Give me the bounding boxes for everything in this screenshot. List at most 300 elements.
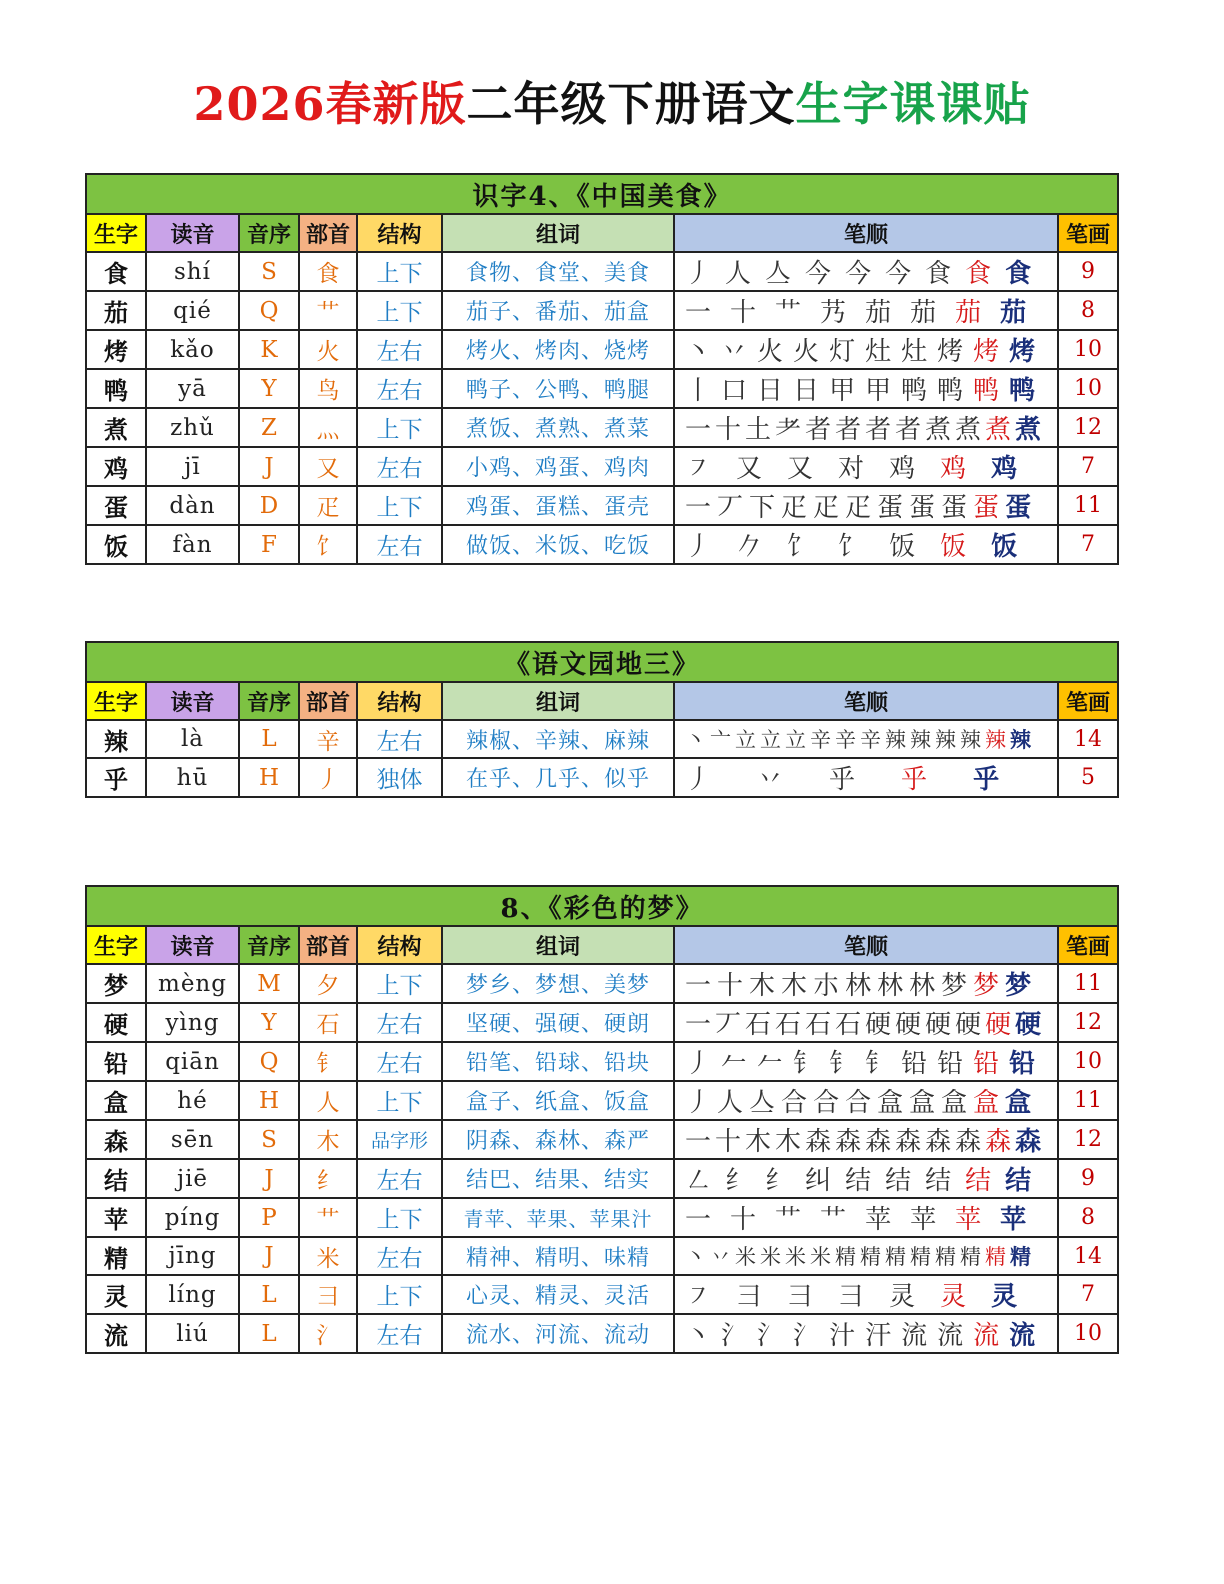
words-cell: 阴森、森林、森严 xyxy=(442,1120,674,1159)
stroke-step: 煮 xyxy=(955,415,982,445)
stroke-step: 丶 xyxy=(685,728,706,752)
stroke-step: 木 xyxy=(781,971,808,1001)
stroke-step: 森 xyxy=(925,1127,952,1157)
stroke-step: 饭 xyxy=(991,532,1018,562)
table-row xyxy=(86,1042,1118,1081)
stroke-step: 烤 xyxy=(1009,337,1036,367)
stroke-step: 一 xyxy=(685,1127,712,1157)
radical-cell: 灬 xyxy=(299,408,357,447)
stroke-step: ㇇ xyxy=(685,454,712,484)
char-cell: 盒 xyxy=(86,1081,146,1120)
stroke-step: 蛋 xyxy=(973,493,1000,523)
order-cell: M xyxy=(239,964,299,1003)
stroke-step: 流 xyxy=(901,1321,928,1351)
order-cell: L xyxy=(239,1314,299,1353)
stroke-step: 食 xyxy=(965,259,992,289)
char-cell: 硬 xyxy=(86,1003,146,1042)
stroke-step: 辣 xyxy=(1010,727,1031,752)
structure-cell: 左右 xyxy=(357,369,442,408)
pinyin-cell: yìng xyxy=(146,1003,239,1042)
stroke-step: 者 xyxy=(805,415,832,445)
pinyin-cell: mèng xyxy=(146,964,239,1003)
header-structure: 结构 xyxy=(357,214,442,252)
structure-cell: 左右 xyxy=(357,1042,442,1081)
words-cell: 流水、河流、流动 xyxy=(442,1314,674,1353)
stroke-step: 乎 xyxy=(973,765,1000,795)
stroke-step: 米 xyxy=(735,1245,756,1269)
stroke-step: 𠂉 xyxy=(757,1049,784,1079)
header-radical: 部首 xyxy=(299,682,357,720)
stroke-step: 丷 xyxy=(710,1245,731,1269)
stroke-order-cell xyxy=(674,330,1058,369)
char-cell: 茄 xyxy=(86,291,146,330)
header-char: 生字 xyxy=(86,682,146,720)
order-cell: H xyxy=(239,1081,299,1120)
radical-cell: 疋 xyxy=(299,486,357,525)
stroke-step: 辣 xyxy=(985,728,1006,752)
stroke-order-cell xyxy=(674,1314,1058,1353)
stroke-step: 钅 xyxy=(865,1049,892,1079)
stroke-order-cell xyxy=(674,964,1058,1003)
table-row xyxy=(86,1275,1118,1314)
stroke-step: 茄 xyxy=(910,298,937,328)
stroke-step: 十 xyxy=(717,971,744,1001)
stroke-step: 灶 xyxy=(865,337,892,367)
stroke-step: 森 xyxy=(835,1127,862,1157)
header-order: 音序 xyxy=(239,214,299,252)
order-cell: P xyxy=(239,1198,299,1237)
stroke-step: 结 xyxy=(845,1166,872,1196)
structure-cell: 上下 xyxy=(357,1081,442,1120)
table-row xyxy=(86,1081,1118,1120)
stroke-step: 𠂊 xyxy=(736,532,763,562)
header-strokes: 笔顺 xyxy=(674,682,1058,720)
stroke-step: 者 xyxy=(895,415,922,445)
stroke-step: 丿 xyxy=(685,1088,712,1118)
stroke-step: 盒 xyxy=(973,1088,1000,1118)
stroke-step: 今 xyxy=(885,259,912,289)
pinyin-cell: jī xyxy=(146,447,239,486)
char-cell: 鸭 xyxy=(86,369,146,408)
pinyin-cell: shí xyxy=(146,252,239,291)
stroke-step: 茄 xyxy=(865,298,892,328)
stroke-step: 一 xyxy=(685,493,712,523)
order-cell: J xyxy=(239,447,299,486)
table-row xyxy=(86,369,1118,408)
header-structure: 结构 xyxy=(357,926,442,964)
stroke-step: 火 xyxy=(757,337,784,367)
stroke-step: 梦 xyxy=(973,971,1000,1001)
stroke-step: 石 xyxy=(835,1010,862,1040)
stroke-step: 硬 xyxy=(1015,1010,1042,1040)
stroke-step: 者 xyxy=(865,415,892,445)
char-cell: 精 xyxy=(86,1237,146,1275)
stroke-count-cell: 7 xyxy=(1058,447,1118,486)
table-row xyxy=(86,1198,1118,1237)
stroke-step: 又 xyxy=(736,454,763,484)
stroke-step: 氵 xyxy=(721,1321,748,1351)
stroke-count-cell: 10 xyxy=(1058,1042,1118,1081)
stroke-step: 鸭 xyxy=(901,376,928,406)
stroke-step: 精 xyxy=(910,1245,931,1269)
stroke-step: 鸭 xyxy=(1009,376,1036,406)
stroke-step: 结 xyxy=(1005,1166,1032,1196)
header-pinyin: 读音 xyxy=(146,214,239,252)
stroke-order-cell xyxy=(674,525,1058,564)
pinyin-cell: liú xyxy=(146,1314,239,1353)
stroke-step: 米 xyxy=(760,1245,781,1269)
words-cell: 辣椒、辛辣、麻辣 xyxy=(442,720,674,758)
stroke-step: 蛋 xyxy=(941,493,968,523)
stroke-step: 森 xyxy=(1015,1127,1042,1157)
pinyin-cell: fàn xyxy=(146,525,239,564)
header-pinyin: 读音 xyxy=(146,682,239,720)
char-cell: 灵 xyxy=(86,1275,146,1314)
stroke-step: 蛋 xyxy=(1005,493,1032,523)
order-cell: Y xyxy=(239,369,299,408)
stroke-step: 疋 xyxy=(813,493,840,523)
words-cell: 小鸡、鸡蛋、鸡肉 xyxy=(442,447,674,486)
stroke-step: 精 xyxy=(835,1245,856,1269)
stroke-order-cell xyxy=(674,447,1058,486)
stroke-step: 木 xyxy=(749,971,776,1001)
stroke-order-cell xyxy=(674,408,1058,447)
stroke-order-cell xyxy=(674,1159,1058,1198)
structure-cell: 左右 xyxy=(357,1314,442,1353)
order-cell: J xyxy=(239,1237,299,1275)
stroke-count-cell: 10 xyxy=(1058,369,1118,408)
order-cell: Q xyxy=(239,291,299,330)
stroke-step: 艹 xyxy=(775,298,802,328)
structure-cell: 左右 xyxy=(357,720,442,758)
stroke-step: 立 xyxy=(735,728,756,752)
order-cell: J xyxy=(239,1159,299,1198)
char-cell: 蛋 xyxy=(86,486,146,525)
words-cell: 茄子、番茄、茄盒 xyxy=(442,291,674,330)
radical-cell: 纟 xyxy=(299,1159,357,1198)
stroke-count-cell: 5 xyxy=(1058,758,1118,797)
stroke-step: 对 xyxy=(838,454,865,484)
stroke-step: 盒 xyxy=(909,1088,936,1118)
stroke-step: 丶 xyxy=(685,337,712,367)
stroke-step: 硬 xyxy=(865,1010,892,1040)
pinyin-cell: hū xyxy=(146,758,239,797)
stroke-step: 艹 xyxy=(775,1205,802,1235)
stroke-step: 亠 xyxy=(710,728,731,752)
stroke-step: 饭 xyxy=(889,532,916,562)
stroke-step: 纟 xyxy=(725,1166,752,1196)
radical-cell: 辛 xyxy=(299,720,357,758)
stroke-order-cell xyxy=(674,1237,1058,1275)
stroke-step: 汗 xyxy=(865,1321,892,1351)
char-cell: 苹 xyxy=(86,1198,146,1237)
stroke-step: 米 xyxy=(810,1245,831,1269)
stroke-step: 森 xyxy=(985,1127,1012,1157)
stroke-step: 精 xyxy=(985,1245,1006,1269)
char-cell: 流 xyxy=(86,1314,146,1353)
stroke-step: 丆 xyxy=(717,493,744,523)
stroke-order-cell xyxy=(674,486,1058,525)
stroke-step: 丷 xyxy=(757,765,784,795)
stroke-step: 一 xyxy=(685,415,712,445)
stroke-count-cell: 12 xyxy=(1058,1120,1118,1159)
stroke-step: 铅 xyxy=(901,1049,928,1079)
radical-cell: 彐 xyxy=(299,1275,357,1314)
stroke-step: 森 xyxy=(955,1127,982,1157)
structure-cell: 上下 xyxy=(357,964,442,1003)
radical-cell: 夕 xyxy=(299,964,357,1003)
table-row xyxy=(86,1003,1118,1042)
stroke-step: 盒 xyxy=(1005,1088,1032,1118)
structure-cell: 左右 xyxy=(357,525,442,564)
stroke-step: 林 xyxy=(877,971,904,1001)
stroke-step: 丶 xyxy=(685,1321,712,1351)
char-cell: 辣 xyxy=(86,720,146,758)
stroke-step: 辛 xyxy=(835,728,856,752)
table-row xyxy=(86,720,1118,758)
header-count: 笔画 xyxy=(1058,214,1118,252)
stroke-step: 林 xyxy=(909,971,936,1001)
stroke-count-cell: 9 xyxy=(1058,252,1118,291)
stroke-step: 林 xyxy=(845,971,872,1001)
stroke-step: 彐 xyxy=(838,1282,865,1312)
stroke-step: 茄 xyxy=(1000,298,1027,328)
order-cell: K xyxy=(239,330,299,369)
stroke-step: 丿 xyxy=(685,1049,712,1079)
stroke-step: 丿 xyxy=(685,259,712,289)
pinyin-cell: qiān xyxy=(146,1042,239,1081)
stroke-step: 辛 xyxy=(810,728,831,752)
header-structure: 结构 xyxy=(357,682,442,720)
page-title xyxy=(0,68,1224,134)
stroke-step: 一 xyxy=(685,1010,712,1040)
pinyin-cell: qié xyxy=(146,291,239,330)
stroke-step: 丷 xyxy=(721,337,748,367)
stroke-step: 蛋 xyxy=(909,493,936,523)
stroke-step: 精 xyxy=(1010,1244,1031,1269)
stroke-step: 鸡 xyxy=(940,454,967,484)
header-count: 笔画 xyxy=(1058,926,1118,964)
radical-cell: 艹 xyxy=(299,1198,357,1237)
stroke-step: 氵 xyxy=(757,1321,784,1351)
order-cell: D xyxy=(239,486,299,525)
stroke-step: 盒 xyxy=(877,1088,904,1118)
pinyin-cell: jīng xyxy=(146,1237,239,1275)
stroke-step: 鸭 xyxy=(937,376,964,406)
stroke-count-cell: 7 xyxy=(1058,525,1118,564)
stroke-step: 铅 xyxy=(1009,1049,1036,1079)
stroke-count-cell: 10 xyxy=(1058,1314,1118,1353)
char-cell: 烤 xyxy=(86,330,146,369)
stroke-step: 者 xyxy=(835,415,862,445)
stroke-step: 辛 xyxy=(860,728,881,752)
stroke-count-cell: 11 xyxy=(1058,964,1118,1003)
pinyin-cell: là xyxy=(146,720,239,758)
stroke-step: 人 xyxy=(717,1088,744,1118)
stroke-step: 钅 xyxy=(793,1049,820,1079)
stroke-order-cell xyxy=(674,291,1058,330)
stroke-step: 丿 xyxy=(685,532,712,562)
order-cell: Z xyxy=(239,408,299,447)
stroke-step: 辣 xyxy=(910,728,931,752)
structure-cell: 左右 xyxy=(357,1159,442,1198)
words-cell: 烤火、烤肉、烧烤 xyxy=(442,330,674,369)
section-caption: 《语文园地三》 xyxy=(86,642,1118,682)
radical-cell: 鸟 xyxy=(299,369,357,408)
stroke-step: 亼 xyxy=(749,1088,776,1118)
words-cell: 煮饭、煮熟、煮菜 xyxy=(442,408,674,447)
stroke-step: 饭 xyxy=(940,532,967,562)
radical-cell: 又 xyxy=(299,447,357,486)
structure-cell: 上下 xyxy=(357,291,442,330)
stroke-step: 一 xyxy=(685,298,712,328)
stroke-step: 今 xyxy=(805,259,832,289)
order-cell: Q xyxy=(239,1042,299,1081)
stroke-step: 鸡 xyxy=(991,454,1018,484)
header-words: 组词 xyxy=(442,214,674,252)
radical-cell: 人 xyxy=(299,1081,357,1120)
stroke-step: 合 xyxy=(813,1088,840,1118)
stroke-step: 流 xyxy=(937,1321,964,1351)
lesson-table-chinese-garden-3 xyxy=(85,641,1119,798)
stroke-count-cell: 12 xyxy=(1058,1003,1118,1042)
radical-cell: 火 xyxy=(299,330,357,369)
stroke-step: 盒 xyxy=(941,1088,968,1118)
stroke-step: 𠂉 xyxy=(721,1049,748,1079)
header-strokes: 笔顺 xyxy=(674,214,1058,252)
stroke-step: 煮 xyxy=(1015,415,1042,445)
char-cell: 食 xyxy=(86,252,146,291)
stroke-step: 乎 xyxy=(829,765,856,795)
table-row xyxy=(86,291,1118,330)
stroke-step: 苹 xyxy=(865,1205,892,1235)
stroke-step: 木 xyxy=(745,1127,772,1157)
stroke-count-cell: 11 xyxy=(1058,1081,1118,1120)
pinyin-cell: píng xyxy=(146,1198,239,1237)
char-cell: 结 xyxy=(86,1159,146,1198)
title-part-2: 二年级下册语文 xyxy=(466,77,796,131)
radical-cell: 食 xyxy=(299,252,357,291)
structure-cell: 品字形 xyxy=(357,1120,442,1159)
stroke-order-cell xyxy=(674,1042,1058,1081)
header-char: 生字 xyxy=(86,214,146,252)
stroke-step: 合 xyxy=(845,1088,872,1118)
header-words: 组词 xyxy=(442,682,674,720)
structure-cell: 左右 xyxy=(357,1003,442,1042)
stroke-step: 火 xyxy=(793,337,820,367)
order-cell: H xyxy=(239,758,299,797)
table-row xyxy=(86,1314,1118,1353)
stroke-step: 流 xyxy=(973,1321,1000,1351)
stroke-step: 森 xyxy=(805,1127,832,1157)
stroke-step: 饣 xyxy=(838,532,865,562)
stroke-step: 煮 xyxy=(985,415,1012,445)
stroke-step: 梦 xyxy=(1005,971,1032,1001)
stroke-step: 口 xyxy=(721,376,748,406)
structure-cell: 上下 xyxy=(357,408,442,447)
stroke-step: 苹 xyxy=(955,1205,982,1235)
structure-cell: 上下 xyxy=(357,1275,442,1314)
stroke-step: 立 xyxy=(785,728,806,752)
stroke-step: 森 xyxy=(865,1127,892,1157)
radical-cell: 木 xyxy=(299,1120,357,1159)
lesson-table-colorful-dream xyxy=(85,885,1119,1354)
table-row xyxy=(86,447,1118,486)
lesson-table-chinese-food xyxy=(85,173,1119,565)
stroke-step: 木 xyxy=(775,1127,802,1157)
stroke-order-cell xyxy=(674,369,1058,408)
stroke-step: 饣 xyxy=(787,532,814,562)
radical-cell: 米 xyxy=(299,1237,357,1275)
stroke-order-cell xyxy=(674,252,1058,291)
table-row xyxy=(86,758,1118,797)
structure-cell: 上下 xyxy=(357,486,442,525)
title-part-3: 生字课课贴 xyxy=(795,77,1031,131)
stroke-step: 精 xyxy=(935,1245,956,1269)
stroke-step: 流 xyxy=(1009,1321,1036,1351)
stroke-step: 石 xyxy=(745,1010,772,1040)
structure-cell: 左右 xyxy=(357,330,442,369)
stroke-step: 石 xyxy=(805,1010,832,1040)
stroke-step: 硬 xyxy=(895,1010,922,1040)
stroke-step: 纠 xyxy=(805,1166,832,1196)
stroke-step: 钅 xyxy=(829,1049,856,1079)
char-cell: 鸡 xyxy=(86,447,146,486)
table-row xyxy=(86,486,1118,525)
stroke-step: 苹 xyxy=(1000,1205,1027,1235)
order-cell: Y xyxy=(239,1003,299,1042)
radical-cell: 氵 xyxy=(299,1314,357,1353)
radical-cell: 艹 xyxy=(299,291,357,330)
pinyin-cell: dàn xyxy=(146,486,239,525)
stroke-step: 结 xyxy=(965,1166,992,1196)
stroke-step: 丨 xyxy=(685,376,712,406)
stroke-step: 烤 xyxy=(937,337,964,367)
char-cell: 煮 xyxy=(86,408,146,447)
structure-cell: 上下 xyxy=(357,252,442,291)
stroke-step: 疋 xyxy=(845,493,872,523)
stroke-order-cell xyxy=(674,1120,1058,1159)
stroke-step: 灶 xyxy=(901,337,928,367)
order-cell: S xyxy=(239,1120,299,1159)
stroke-step: 铅 xyxy=(937,1049,964,1079)
stroke-step: 乎 xyxy=(901,765,928,795)
char-cell: 铅 xyxy=(86,1042,146,1081)
structure-cell: 左右 xyxy=(357,447,442,486)
header-radical: 部首 xyxy=(299,214,357,252)
header-order: 音序 xyxy=(239,926,299,964)
radical-cell: 丿 xyxy=(299,758,357,797)
stroke-step: 硬 xyxy=(955,1010,982,1040)
stroke-step: 艹 xyxy=(820,1205,847,1235)
stroke-step: 合 xyxy=(781,1088,808,1118)
stroke-step: 灵 xyxy=(940,1282,967,1312)
header-pinyin: 读音 xyxy=(146,926,239,964)
stroke-step: 蛋 xyxy=(877,493,904,523)
stroke-step: 石 xyxy=(775,1010,802,1040)
header-radical: 部首 xyxy=(299,926,357,964)
words-cell: 在乎、几乎、似乎 xyxy=(442,758,674,797)
stroke-step: 艿 xyxy=(820,298,847,328)
pinyin-cell: sēn xyxy=(146,1120,239,1159)
table-row xyxy=(86,964,1118,1003)
stroke-step: 辣 xyxy=(935,728,956,752)
pinyin-cell: yā xyxy=(146,369,239,408)
stroke-step: 耂 xyxy=(775,415,802,445)
stroke-step: 丿 xyxy=(685,765,712,795)
stroke-step: 烤 xyxy=(973,337,1000,367)
stroke-step: 氵 xyxy=(793,1321,820,1351)
